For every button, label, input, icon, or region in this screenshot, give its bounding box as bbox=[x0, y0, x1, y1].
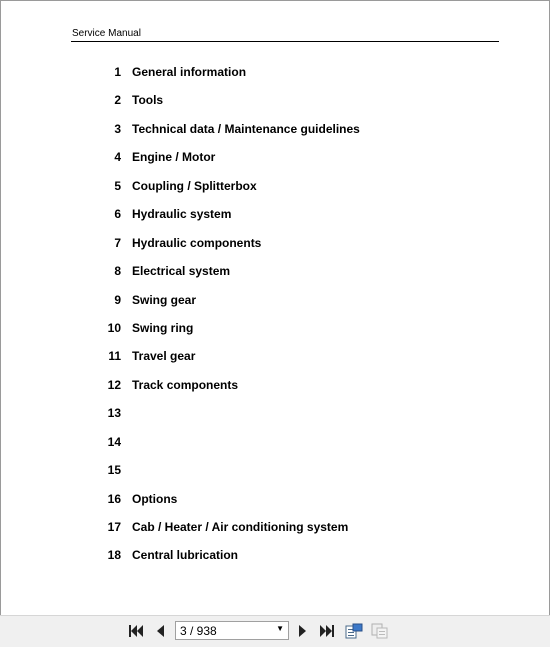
export-page-button[interactable] bbox=[370, 622, 390, 640]
page-number-select[interactable] bbox=[175, 621, 289, 640]
navigation-toolbar bbox=[0, 615, 550, 647]
toc-title: General information bbox=[132, 65, 247, 79]
toc-title: Technical data / Maintenance guidelines bbox=[132, 122, 360, 136]
page-header: Service Manual bbox=[72, 28, 141, 39]
toc-number: 17 bbox=[107, 520, 121, 534]
toc-title: Travel gear bbox=[132, 349, 196, 363]
toc-number: 3 bbox=[114, 122, 121, 136]
chevron-down-icon: ▼ bbox=[276, 624, 284, 633]
previous-page-icon bbox=[154, 624, 166, 638]
last-page-button[interactable] bbox=[317, 622, 337, 640]
toc-title: Tools bbox=[132, 93, 164, 107]
toc-number: 4 bbox=[114, 150, 121, 164]
first-page-button[interactable] bbox=[126, 622, 146, 640]
toc-number: 10 bbox=[107, 321, 121, 335]
next-page-button[interactable] bbox=[293, 622, 313, 640]
header-rule bbox=[71, 41, 499, 42]
toc-number: 15 bbox=[107, 463, 121, 477]
first-page-icon bbox=[128, 624, 144, 638]
toc-title: Engine / Motor bbox=[132, 150, 216, 164]
toc-number: 14 bbox=[107, 435, 121, 449]
toc-number: 18 bbox=[107, 548, 121, 562]
toc-title: Cab / Heater / Air conditioning system bbox=[132, 520, 349, 534]
toc-title: Hydraulic system bbox=[132, 207, 232, 221]
toc-number: 1 bbox=[114, 65, 121, 79]
next-page-icon bbox=[297, 624, 309, 638]
last-page-icon bbox=[319, 624, 335, 638]
toc-title: Electrical system bbox=[132, 264, 231, 278]
toc-title: Options bbox=[132, 492, 178, 506]
toc-title: Swing gear bbox=[132, 293, 197, 307]
previous-page-button[interactable] bbox=[150, 622, 170, 640]
toc-number: 12 bbox=[107, 378, 121, 392]
toc-title: Coupling / Splitterbox bbox=[132, 179, 257, 193]
toc-title: Central lubrication bbox=[132, 548, 239, 562]
toc-number: 6 bbox=[114, 207, 121, 221]
toc-number: 11 bbox=[108, 349, 121, 363]
toc-number: 8 bbox=[114, 264, 121, 278]
toc-title: Swing ring bbox=[132, 321, 194, 335]
toc-number: 7 bbox=[114, 236, 121, 250]
copy-page-icon bbox=[345, 623, 363, 639]
toc-title: Hydraulic components bbox=[132, 236, 262, 250]
copy-page-button[interactable] bbox=[344, 622, 364, 640]
toc-number: 16 bbox=[107, 492, 121, 506]
export-page-icon bbox=[371, 623, 389, 639]
toc-number: 13 bbox=[107, 406, 121, 420]
toc-number: 9 bbox=[114, 293, 121, 307]
page-indicator: 3 / 938 bbox=[180, 624, 217, 638]
toc-title: Track components bbox=[132, 378, 239, 392]
toc-number: 2 bbox=[114, 93, 121, 107]
toc-number: 5 bbox=[114, 179, 121, 193]
